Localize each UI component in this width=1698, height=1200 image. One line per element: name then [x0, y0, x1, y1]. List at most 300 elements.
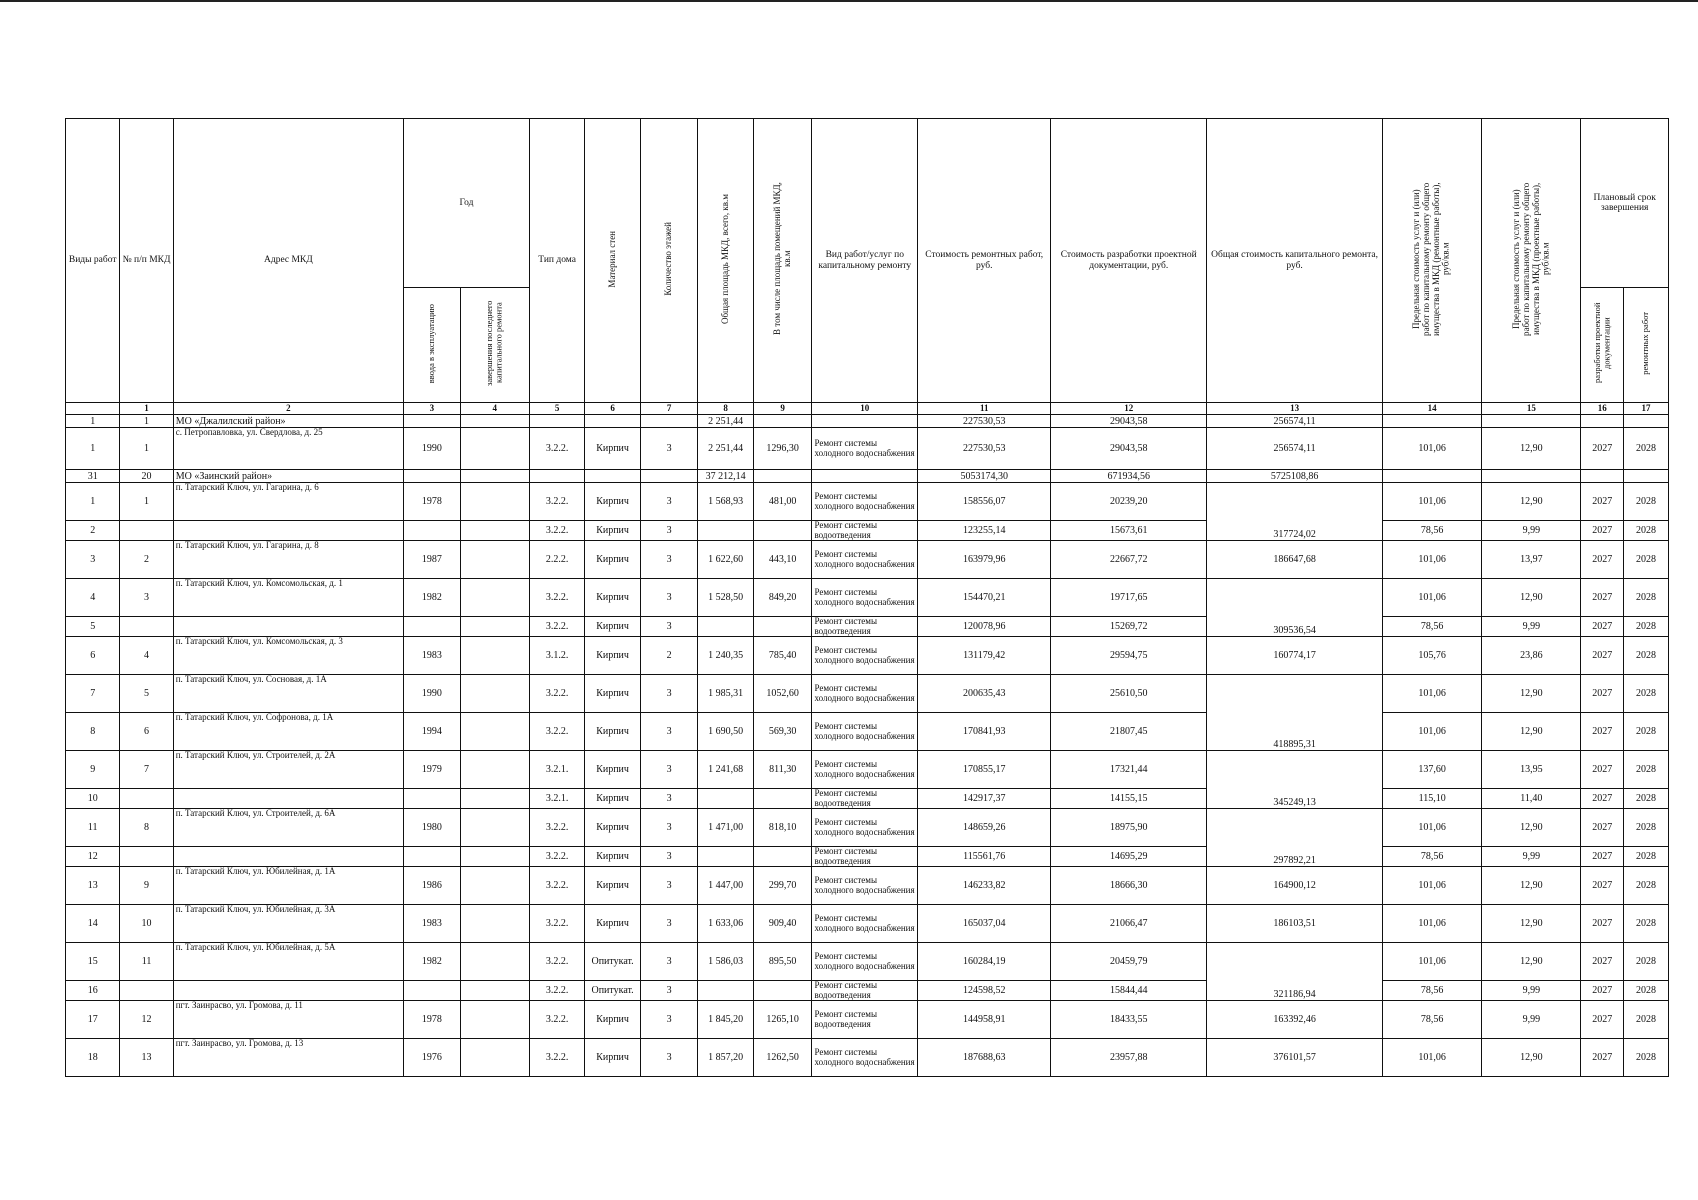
cell-total-cost: 186103,51 [1207, 905, 1383, 943]
table-body [66, 415, 1669, 1077]
cell-total-cost: 418895,31 [1207, 675, 1383, 751]
cell-year-built: 1990 [404, 675, 461, 713]
table-row [66, 579, 1669, 617]
column-number: 1 [120, 403, 173, 415]
cell-limit-proekt: 9,99 [1482, 981, 1581, 1001]
cell-area: 1 622,60 [698, 541, 753, 579]
cell-premises-area: 569,30 [753, 713, 812, 751]
cell-total-cost: 256574,11 [1207, 428, 1383, 470]
page-top-border [0, 0, 1698, 2]
cell-year-last-repair [460, 617, 529, 637]
cell-empty [640, 415, 698, 428]
cell-floors: 3 [640, 579, 698, 617]
cell-total-cost: 321186,94 [1207, 943, 1383, 1001]
column-number: 2 [173, 403, 403, 415]
cell-area: 37 212,14 [698, 470, 753, 483]
cell-vid-rabot: 7 [66, 675, 120, 713]
header-plan-proekt-text: разработки проектной документации [1591, 303, 1612, 384]
cell-area: 1 528,50 [698, 579, 753, 617]
cell-area: 1 241,68 [698, 751, 753, 789]
cell-vid-rabot: 6 [66, 637, 120, 675]
cell-empty [1383, 415, 1482, 428]
cell-plan-proekt-year: 2027 [1581, 789, 1624, 809]
table-row [66, 617, 1669, 637]
cell-wall-material: Кирпич [585, 637, 640, 675]
cell-work-type: Ремонт системы холодного водоснабжения [812, 809, 918, 847]
cell-rem-cost: 187688,63 [918, 1039, 1051, 1077]
cell-vid-rabot: 4 [66, 579, 120, 617]
cell-premises-area: 481,00 [753, 483, 812, 521]
column-number: 5 [529, 403, 584, 415]
cell-year-last-repair [460, 541, 529, 579]
cell-year-built [404, 789, 461, 809]
cell-address: п. Татарский Ключ, ул. Комсомольская, д. 1 [173, 579, 403, 617]
cell-empty [812, 470, 918, 483]
header-obshaya: Общая стоимость капитального ремонта, руб. [1207, 119, 1383, 403]
cell-year-built [404, 847, 461, 867]
cell-rem-cost: 227530,53 [918, 415, 1051, 428]
cell-area: 1 690,50 [698, 713, 753, 751]
cell-rem-cost: 123255,14 [918, 521, 1051, 541]
cell-house-type: 3.1.2. [529, 637, 584, 675]
cell-floors: 3 [640, 617, 698, 637]
cell-num: 3 [120, 579, 173, 617]
cell-area: 2 251,44 [698, 415, 753, 428]
cell-plan-proekt-year: 2027 [1581, 579, 1624, 617]
cell-limit-proekt: 12,90 [1482, 675, 1581, 713]
cell-vid-rabot: 18 [66, 1039, 120, 1077]
cell-empty [1581, 470, 1624, 483]
cell-year-last-repair [460, 675, 529, 713]
cell-premises-area: 849,20 [753, 579, 812, 617]
cell-house-type: 3.2.2. [529, 847, 584, 867]
cell-year-built [404, 521, 461, 541]
cell-house-type: 3.2.2. [529, 905, 584, 943]
cell-floors: 2 [640, 637, 698, 675]
cell-plan-rem-year: 2028 [1624, 675, 1669, 713]
cell-num: 2 [120, 541, 173, 579]
cell-house-type: 3.2.2. [529, 579, 584, 617]
table-row [66, 905, 1669, 943]
cell-year-last-repair [460, 483, 529, 521]
cell-limit-rem: 101,06 [1383, 713, 1482, 751]
table-row [66, 981, 1669, 1001]
header-etazh-text: Количество этажей [663, 221, 674, 296]
column-number: 10 [812, 403, 918, 415]
cell-address: п. Татарский Ключ, ул. Гагарина, д. 6 [173, 483, 403, 521]
cell-plan-rem-year: 2028 [1624, 521, 1669, 541]
cell-work-type: Ремонт системы холодного водоснабжения [812, 713, 918, 751]
cell-work-type: Ремонт системы холодного водоснабжения [812, 1039, 918, 1077]
municipality-row [66, 470, 1669, 483]
cell-rem-cost: 142917,37 [918, 789, 1051, 809]
header-address: Адрес МКД [173, 119, 403, 403]
column-number: 8 [698, 403, 753, 415]
cell-limit-proekt: 23,86 [1482, 637, 1581, 675]
cell-limit-proekt: 11,40 [1482, 789, 1581, 809]
header-pred-proekt-text: Предельная стоимость услуг и (или) работ по капитальному ремонту общего имущества в МКД (проектные работы), руб/кв.м [1510, 182, 1551, 336]
cell-area: 1 447,00 [698, 867, 753, 905]
cell-premises-area [753, 789, 812, 809]
cell-total-cost: 186647,68 [1207, 541, 1383, 579]
cell-area [698, 617, 753, 637]
cell-limit-proekt: 12,90 [1482, 579, 1581, 617]
cell-house-type: 3.2.1. [529, 751, 584, 789]
cell-year-built: 1978 [404, 483, 461, 521]
cell-house-type: 2.2.2. [529, 541, 584, 579]
column-number: 15 [1482, 403, 1581, 415]
cell-limit-proekt: 12,90 [1482, 867, 1581, 905]
cell-rem-cost: 170855,17 [918, 751, 1051, 789]
cell-year-last-repair [460, 713, 529, 751]
cell-empty [1581, 415, 1624, 428]
cell-plan-proekt-year: 2027 [1581, 905, 1624, 943]
cell-floors: 3 [640, 675, 698, 713]
cell-area: 2 251,44 [698, 428, 753, 470]
cell-address: п. Татарский Ключ, ул. Строителей, д. 6А [173, 809, 403, 847]
table-row [66, 867, 1669, 905]
cell-premises-area [753, 847, 812, 867]
cell-plan-proekt-year: 2027 [1581, 483, 1624, 521]
cell-plan-rem-year: 2028 [1624, 751, 1669, 789]
cell-limit-proekt: 13,95 [1482, 751, 1581, 789]
cell-limit-rem: 101,06 [1383, 867, 1482, 905]
cell-area [698, 789, 753, 809]
cell-limit-proekt: 9,99 [1482, 521, 1581, 541]
cell-limit-rem: 101,06 [1383, 483, 1482, 521]
cell-proekt-cost: 15269,72 [1051, 617, 1207, 637]
cell-address: п. Татарский Ключ, ул. Софронова, д. 1А [173, 713, 403, 751]
cell-year-last-repair [460, 789, 529, 809]
cell-num: 1 [120, 415, 173, 428]
cell-house-type: 3.2.2. [529, 1039, 584, 1077]
cell-house-type: 3.2.2. [529, 1001, 584, 1039]
cell-plan-rem-year: 2028 [1624, 541, 1669, 579]
cell-floors: 3 [640, 713, 698, 751]
cell-work-type: Ремонт системы водоотведения [812, 789, 918, 809]
cell-total-cost: 5725108,86 [1207, 470, 1383, 483]
cell-year-built: 1987 [404, 541, 461, 579]
cell-empty [585, 415, 640, 428]
cell-rem-cost: 5053174,30 [918, 470, 1051, 483]
table-row [66, 428, 1669, 470]
cell-area: 1 857,20 [698, 1039, 753, 1077]
cell-vid-rabot: 1 [66, 415, 120, 428]
cell-floors: 3 [640, 867, 698, 905]
cell-house-type: 3.2.2. [529, 867, 584, 905]
column-number: 13 [1207, 403, 1383, 415]
cell-work-type: Ремонт системы холодного водоснабжения [812, 675, 918, 713]
municipality-row [66, 415, 1669, 428]
cell-plan-proekt-year: 2027 [1581, 428, 1624, 470]
column-number: 9 [753, 403, 812, 415]
cell-year-built: 1979 [404, 751, 461, 789]
cell-plan-proekt-year: 2027 [1581, 713, 1624, 751]
cell-total-cost: 256574,11 [1207, 415, 1383, 428]
cell-plan-rem-year: 2028 [1624, 1001, 1669, 1039]
cell-vid-rabot: 3 [66, 541, 120, 579]
cell-year-last-repair [460, 637, 529, 675]
header-pred-rem-text: Предельная стоимость услуг и (или) работ по капитальному ремонту общего имущества в МКД (ремонтные работы), руб/кв.м [1411, 181, 1452, 336]
cell-plan-proekt-year: 2027 [1581, 541, 1624, 579]
header-material [585, 119, 640, 403]
cell-num: 20 [120, 470, 173, 483]
cell-limit-rem: 101,06 [1383, 675, 1482, 713]
column-number [66, 403, 120, 415]
cell-num: 4 [120, 637, 173, 675]
cell-vid-rabot: 1 [66, 483, 120, 521]
cell-vid-rabot: 12 [66, 847, 120, 867]
cell-vid-rabot: 9 [66, 751, 120, 789]
cell-premises-area: 1296,30 [753, 428, 812, 470]
cell-plan-proekt-year: 2027 [1581, 617, 1624, 637]
header-material-text: Материал стен [606, 230, 617, 288]
cell-year-built: 1983 [404, 637, 461, 675]
cell-year-built: 1982 [404, 943, 461, 981]
cell-area: 1 985,31 [698, 675, 753, 713]
cell-house-type: 3.2.2. [529, 675, 584, 713]
header-pred-proekt [1482, 119, 1581, 403]
cell-rem-cost: 165037,04 [918, 905, 1051, 943]
cell-floors: 3 [640, 981, 698, 1001]
cell-work-type: Ремонт системы холодного водоснабжения [812, 637, 918, 675]
cell-plan-rem-year: 2028 [1624, 637, 1669, 675]
cell-year-built: 1983 [404, 905, 461, 943]
cell-vid-rabot: 15 [66, 943, 120, 981]
column-number: 7 [640, 403, 698, 415]
cell-total-cost: 345249,13 [1207, 751, 1383, 809]
cell-limit-proekt: 12,90 [1482, 1039, 1581, 1077]
header-god-kap-text: завершения последнего капитального ремонта [484, 300, 504, 386]
cell-proekt-cost: 18666,30 [1051, 867, 1207, 905]
cell-area [698, 847, 753, 867]
cell-floors: 3 [640, 905, 698, 943]
cell-limit-rem: 78,56 [1383, 521, 1482, 541]
cell-plan-rem-year: 2028 [1624, 428, 1669, 470]
cell-year-built: 1990 [404, 428, 461, 470]
cell-limit-proekt: 12,90 [1482, 428, 1581, 470]
cell-plan-proekt-year: 2027 [1581, 943, 1624, 981]
header-stoim-rem: Стоимость ремонтных работ, руб. [918, 119, 1051, 403]
cell-proekt-cost: 14695,29 [1051, 847, 1207, 867]
cell-rem-cost: 148659,26 [918, 809, 1051, 847]
cell-year-built: 1978 [404, 1001, 461, 1039]
cell-address: п. Татарский Ключ, ул. Юбилейная, д. 1А [173, 867, 403, 905]
cell-area [698, 521, 753, 541]
cell-plan-proekt-year: 2027 [1581, 1039, 1624, 1077]
cell-address: п. Татарский Ключ, ул. Юбилейная, д. 5А [173, 943, 403, 981]
cell-empty [753, 415, 812, 428]
cell-plan-proekt-year: 2027 [1581, 1001, 1624, 1039]
cell-plan-rem-year: 2028 [1624, 905, 1669, 943]
cell-empty [812, 415, 918, 428]
cell-year-last-repair [460, 751, 529, 789]
cell-area: 1 633,06 [698, 905, 753, 943]
cell-num [120, 847, 173, 867]
cell-work-type: Ремонт системы холодного водоснабжения [812, 483, 918, 521]
cell-empty [585, 470, 640, 483]
header-stoim-proekt: Стоимость разработки проектной документации, руб. [1051, 119, 1207, 403]
cell-rem-cost: 131179,42 [918, 637, 1051, 675]
cell-plan-proekt-year: 2027 [1581, 809, 1624, 847]
header-god-vvoda-text: ввода в эксплуатацию [426, 303, 437, 383]
column-number: 4 [460, 403, 529, 415]
cell-area: 1 471,00 [698, 809, 753, 847]
cell-premises-area: 1265,10 [753, 1001, 812, 1039]
cell-address: п. Татарский Ключ, ул. Сосновая, д. 1А [173, 675, 403, 713]
cell-proekt-cost: 29043,58 [1051, 428, 1207, 470]
cell-num: 6 [120, 713, 173, 751]
cell-house-type: 3.2.2. [529, 713, 584, 751]
cell-rem-cost: 115561,76 [918, 847, 1051, 867]
cell-proekt-cost: 20239,20 [1051, 483, 1207, 521]
cell-vid-rabot: 1 [66, 428, 120, 470]
cell-proekt-cost: 25610,50 [1051, 675, 1207, 713]
cell-premises-area: 811,30 [753, 751, 812, 789]
cell-total-cost: 376101,57 [1207, 1039, 1383, 1077]
cell-proekt-cost: 15673,61 [1051, 521, 1207, 541]
cell-house-type: 3.2.2. [529, 981, 584, 1001]
capital-repair-table [65, 118, 1669, 1077]
cell-year-last-repair [460, 1039, 529, 1077]
cell-year-last-repair [460, 943, 529, 981]
cell-limit-rem: 101,06 [1383, 428, 1482, 470]
cell-proekt-cost: 19717,65 [1051, 579, 1207, 617]
cell-year-last-repair [460, 867, 529, 905]
cell-empty [460, 415, 529, 428]
table-row [66, 789, 1669, 809]
cell-proekt-cost: 23957,88 [1051, 1039, 1207, 1077]
cell-limit-rem: 101,06 [1383, 1039, 1482, 1077]
column-number: 3 [404, 403, 461, 415]
cell-municipality-name: МО «Джалилский район» [173, 415, 403, 428]
cell-limit-proekt: 9,99 [1482, 847, 1581, 867]
cell-municipality-name: МО «Заинский район» [173, 470, 403, 483]
header-plan-rem [1624, 288, 1669, 403]
cell-year-built: 1994 [404, 713, 461, 751]
cell-premises-area: 909,40 [753, 905, 812, 943]
cell-wall-material: Кирпич [585, 579, 640, 617]
cell-work-type: Ремонт системы водоотведения [812, 981, 918, 1001]
cell-year-built: 1980 [404, 809, 461, 847]
cell-limit-rem: 101,06 [1383, 579, 1482, 617]
table-row [66, 1039, 1669, 1077]
cell-plan-rem-year: 2028 [1624, 617, 1669, 637]
cell-num [120, 789, 173, 809]
cell-rem-cost: 200635,43 [918, 675, 1051, 713]
cell-work-type: Ремонт системы холодного водоснабжения [812, 943, 918, 981]
cell-rem-cost: 227530,53 [918, 428, 1051, 470]
cell-proekt-cost: 671934,56 [1051, 470, 1207, 483]
header-etazh [640, 119, 698, 403]
cell-floors: 3 [640, 847, 698, 867]
cell-floors: 3 [640, 483, 698, 521]
cell-address: п. Татарский Ключ, ул. Гагарина, д. 8 [173, 541, 403, 579]
cell-limit-proekt: 12,90 [1482, 943, 1581, 981]
header-num: № п/п МКД [120, 119, 173, 403]
cell-year-built [404, 981, 461, 1001]
cell-work-type: Ремонт системы холодного водоснабжения [812, 905, 918, 943]
cell-rem-cost: 120078,96 [918, 617, 1051, 637]
column-number: 14 [1383, 403, 1482, 415]
cell-limit-proekt: 12,90 [1482, 809, 1581, 847]
cell-num [120, 521, 173, 541]
table-row [66, 809, 1669, 847]
cell-premises-area [753, 617, 812, 637]
cell-address [173, 521, 403, 541]
cell-work-type: Ремонт системы холодного водоснабжения [812, 751, 918, 789]
cell-vid-rabot: 10 [66, 789, 120, 809]
cell-limit-rem: 101,06 [1383, 541, 1482, 579]
cell-proekt-cost: 18975,90 [1051, 809, 1207, 847]
cell-num: 9 [120, 867, 173, 905]
cell-limit-rem: 115,10 [1383, 789, 1482, 809]
cell-plan-proekt-year: 2027 [1581, 637, 1624, 675]
cell-address [173, 617, 403, 637]
cell-num: 7 [120, 751, 173, 789]
cell-rem-cost: 160284,19 [918, 943, 1051, 981]
cell-address: п. Татарский Ключ, ул. Юбилейная, д. 3А [173, 905, 403, 943]
column-number: 6 [585, 403, 640, 415]
cell-empty [460, 470, 529, 483]
cell-work-type: Ремонт системы холодного водоснабжения [812, 541, 918, 579]
cell-area: 1 240,35 [698, 637, 753, 675]
cell-work-type: Ремонт системы водоотведения [812, 1001, 918, 1039]
cell-premises-area: 1052,60 [753, 675, 812, 713]
table-row [66, 637, 1669, 675]
cell-floors: 3 [640, 428, 698, 470]
cell-vid-rabot: 11 [66, 809, 120, 847]
cell-limit-rem: 137,60 [1383, 751, 1482, 789]
cell-floors: 3 [640, 751, 698, 789]
cell-limit-rem: 78,56 [1383, 1001, 1482, 1039]
cell-plan-rem-year: 2028 [1624, 483, 1669, 521]
cell-address: п. Татарский Ключ, ул. Строителей, д. 2А [173, 751, 403, 789]
cell-year-built: 1976 [404, 1039, 461, 1077]
cell-num [120, 617, 173, 637]
cell-plan-rem-year: 2028 [1624, 981, 1669, 1001]
cell-limit-rem: 105,76 [1383, 637, 1482, 675]
cell-work-type: Ремонт системы водоотведения [812, 847, 918, 867]
cell-house-type: 3.2.2. [529, 617, 584, 637]
cell-limit-proekt: 12,90 [1482, 713, 1581, 751]
cell-vid-rabot: 8 [66, 713, 120, 751]
header-god-kap [460, 288, 529, 403]
table-row [66, 751, 1669, 789]
cell-premises-area [753, 521, 812, 541]
cell-rem-cost: 154470,21 [918, 579, 1051, 617]
cell-total-cost: 163392,46 [1207, 1001, 1383, 1039]
cell-year-last-repair [460, 905, 529, 943]
cell-limit-proekt: 9,99 [1482, 617, 1581, 637]
cell-proekt-cost: 20459,79 [1051, 943, 1207, 981]
cell-floors: 3 [640, 789, 698, 809]
cell-floors: 3 [640, 943, 698, 981]
cell-floors: 3 [640, 521, 698, 541]
table-row [66, 483, 1669, 521]
cell-premises-area: 818,10 [753, 809, 812, 847]
cell-plan-proekt-year: 2027 [1581, 847, 1624, 867]
cell-wall-material: Опитукат. [585, 981, 640, 1001]
header-pomesh [753, 119, 812, 403]
cell-num: 13 [120, 1039, 173, 1077]
cell-wall-material: Кирпич [585, 751, 640, 789]
cell-house-type: 3.2.2. [529, 809, 584, 847]
table-row [66, 1001, 1669, 1039]
cell-vid-rabot: 31 [66, 470, 120, 483]
cell-work-type: Ремонт системы водоотведения [812, 617, 918, 637]
header-pomesh-text: В том числе площадь помещений МКД, кв.м [771, 182, 792, 336]
